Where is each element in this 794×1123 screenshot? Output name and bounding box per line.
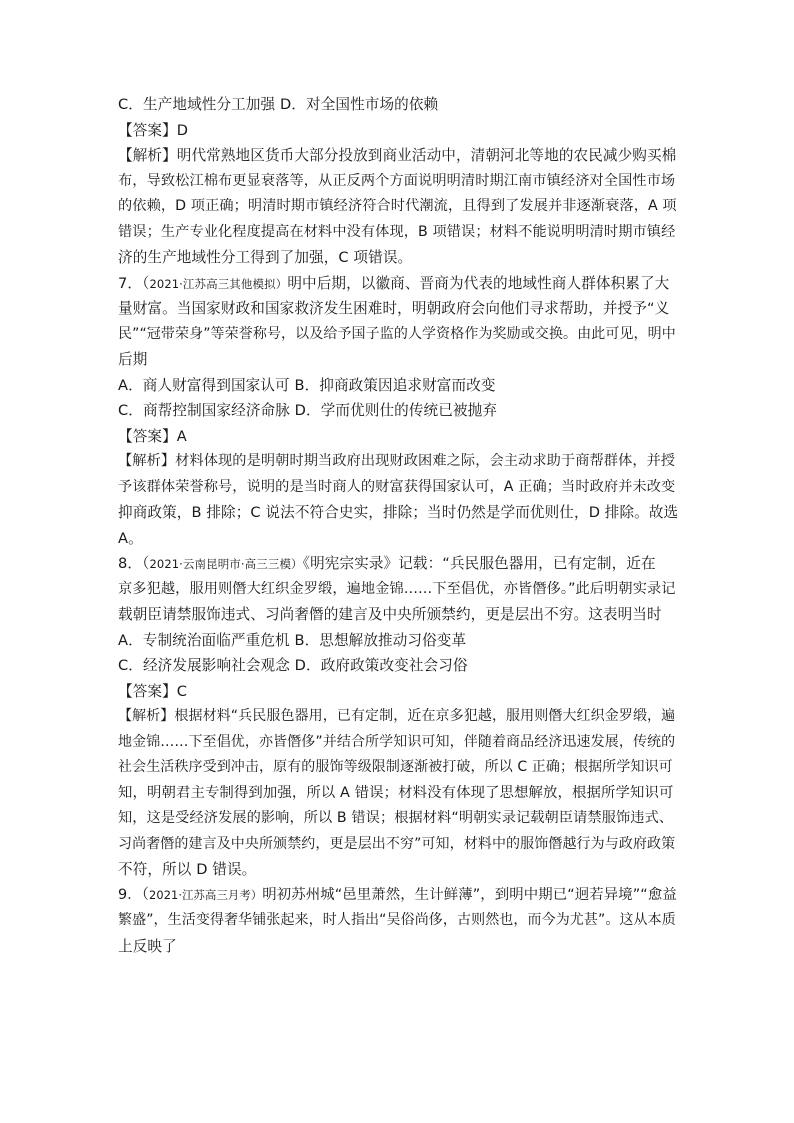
analysis-line: 布，导致松江棉布更显衰落等，从正反两个方面说明明清时期江南市镇经济对全国性市场 [118, 172, 676, 189]
analysis-line: A。 [118, 529, 143, 547]
question-line: 载朝臣请禁服饰违式、习尚奢僭的建言及中央所颁禁约，更是层出不穷。这表明当时 [118, 606, 662, 623]
question-line: 量财富。当国家财政和国家救济发生困难时，明朝政府会向他们寻求帮助，并授予“义 [118, 300, 670, 317]
analysis-line: 的依赖，D 项正确；明清时期市镇经济符合时代潮流，且得到了发展并非逐渐衰落，A 项 [118, 198, 677, 214]
analysis-line: 错误；生产专业化程度提高在材料中没有体现，B 项错误；材料不能说明明清时期市镇经 [118, 223, 676, 240]
analysis-line: 不符，所以 D 错误。 [118, 861, 257, 878]
question-source: 2021·云南昆明市·高三三模） [149, 557, 303, 571]
analysis-line: 地金锦……下至倡优，亦皆僭侈”并结合所学知识可知，伴随着商品经济迅速发展，传统的 [118, 733, 676, 750]
analysis-line: 社会生活秩序受到冲击，原有的服饰等级限制逐渐被打破，所以 C 正确；根据所学知识可 [118, 759, 673, 775]
analysis-line: 知，明朝君主专制得到加强，所以 A 错误；材料没有体现了思想解放，根据所学知识可 [118, 784, 674, 801]
option-line: C．商帮控制国家经济命脉 D．学而优则仕的传统已被抛弃 [118, 402, 498, 419]
answer-line: 【答案】D [118, 121, 189, 139]
analysis-line: 【解析】材料体现的是明朝时期当政府出现财政困难之际，会主动求助于商帮群体，并授 [118, 453, 676, 469]
option-line: C．生产地域性分工加强 D．对全国性市场的依赖 [118, 96, 439, 113]
question-line: 民”“冠带荣身”等荣誉称号，以及给予国子监的人学资格作为奖励或交换。由此可见，明中 [118, 325, 676, 342]
analysis-line: 知，这是受经济发展的影响，所以 B 错误；根据材料“明朝实录记载朝臣请禁服饰违式、 [118, 810, 674, 826]
question-7-stem [118, 271, 678, 297]
question-number: 8．（ [118, 555, 150, 572]
question-source: 2021·江苏高三其他模拟） [149, 276, 288, 291]
answer-line: 【答案】C [118, 682, 188, 700]
option-line: C．经济发展影响社会观念 D．政府政策改变社会习俗 [118, 657, 468, 674]
analysis-line: 【解析】明代常熟地区货币大部分投放到商业活动中，清朝河北等地的农民减少购买棉 [118, 147, 677, 164]
question-text: 明初苏州城“邑里萧然，生计鲜薄”，到明中期已“迥若异境”“愈益 [262, 886, 677, 903]
question-source: 2021·江苏高三月考） [149, 887, 263, 902]
analysis-line: 抑商政策，B 排除；C 说法不符合史实，排除；当时仍然是学而优则仕，D 排除。故选 [118, 504, 679, 521]
option-line: A．专制统治面临严重危机 B．思想解放推动习俗变革 [118, 631, 467, 649]
analysis-line: 予该群体荣誉称号，说明的是当时商人的财富获得国家认可，A 正确；当时政府并未改变 [118, 478, 676, 495]
question-text: 《明宪宗实录》记载：“兵民服色器用，已有定制，近在 [302, 555, 656, 572]
question-9-stem [118, 883, 678, 909]
document-body [118, 92, 678, 959]
question-line: 上反映了 [118, 937, 177, 955]
question-line: 繁盛”，生活变得奢华铺张起来，时人指出“吴俗尚侈，古则然也，而今为尤甚”。这从本质 [118, 912, 676, 928]
option-line: A．商人财富得到国家认可 B．抑商政策因追求财富而改变 [118, 376, 496, 394]
question-number: 9．（ [118, 886, 150, 903]
question-line: 京多犯越，服用则僭大红织金罗缎，遍地金锦……下至倡优，亦皆僭侈。”此后明朝实录记 [118, 580, 676, 597]
question-text: 明中后期，以徽商、晋商为代表的地域性商人群体积累了大 [287, 274, 670, 292]
question-line: 后期 [118, 351, 148, 368]
question-number: 7．（ [118, 274, 150, 292]
analysis-line: 【解析】根据材料“兵民服色器用，已有定制，近在京多犯越，服用则僭大红织金罗缎，遍 [118, 708, 676, 724]
question-8-stem [118, 551, 678, 577]
answer-line: 【答案】A [118, 427, 187, 445]
analysis-line: 习尚奢僭的建言及中央所颁禁约，更是层出不穷”可知，材料中的服饰僭越行为与政府政策 [118, 835, 676, 852]
analysis-line: 济的生产地域性分工得到了加强，C 项错误。 [118, 249, 413, 266]
